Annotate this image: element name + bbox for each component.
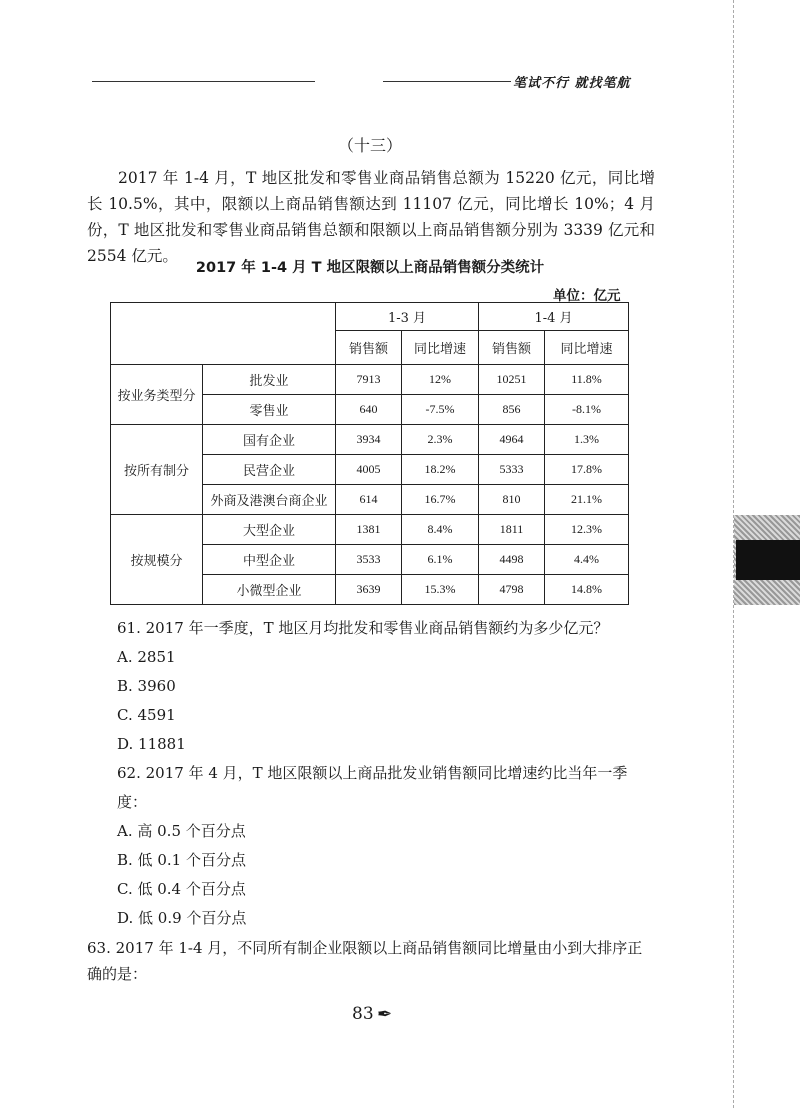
table-row (111, 515, 629, 545)
section-title: （十三） (337, 136, 402, 155)
cell-value: 4798 (479, 575, 545, 605)
cell-value: 1381 (336, 515, 402, 545)
cell-value: 4498 (479, 545, 545, 575)
cell-value: 18.2% (402, 455, 479, 485)
intro-text: 2017 年 1-4 月，T 地区批发和零售业商品销售总额为 15220 亿元，同比增长 10.5%，其中，限额以上商品销售额达到 11107 亿元，同比增长 10%；4 月份，T 地区批发和零售业商品销售总额和限额以上商品销售额分别为 3339 亿元和 2554 亿元。 (87, 169, 655, 265)
col-header: 同比增速 (545, 331, 629, 365)
cell-value: 4964 (479, 425, 545, 455)
question-option: B. 低 0.1 个百分点 (117, 851, 246, 869)
question-option: D. 11881 (117, 735, 186, 753)
table-row (111, 365, 629, 395)
row-item: 民营企业 (203, 455, 336, 485)
cell-value: -8.1% (545, 395, 629, 425)
cell-value: 15.3% (402, 575, 479, 605)
questions-section (87, 614, 655, 987)
cell-value: 8.4% (402, 515, 479, 545)
row-item: 大型企业 (203, 515, 336, 545)
group-label: 按所有制分 (111, 425, 203, 515)
cell-value: 1811 (479, 515, 545, 545)
cell-value: 17.8% (545, 455, 629, 485)
cell-value: 12% (402, 365, 479, 395)
table-corner-cell (111, 303, 336, 365)
question-option: C. 低 0.4 个百分点 (117, 880, 246, 898)
col-header: 同比增速 (402, 331, 479, 365)
header-rule-left (92, 81, 315, 82)
cell-value: 4.4% (545, 545, 629, 575)
cell-value: 21.1% (545, 485, 629, 515)
cell-value: 856 (479, 395, 545, 425)
question-stem: 62. 2017 年 4 月，T 地区限额以上商品批发业销售额同比增速约比当年一季度： (117, 764, 628, 811)
cell-value: 3934 (336, 425, 402, 455)
table-row (111, 425, 629, 455)
cell-value: 3639 (336, 575, 402, 605)
question-stem: 63. 2017 年 1-4 月，不同所有制企业限额以上商品销售额同比增量由小到大排序正确的是： (87, 939, 643, 983)
row-item: 小微型企业 (203, 575, 336, 605)
header-slogan: 笔试不行 就找笔航 (513, 76, 631, 91)
question-option: A. 高 0.5 个百分点 (117, 822, 246, 840)
row-item: 批发业 (203, 365, 336, 395)
period-header-m4: 1-4 月 (479, 303, 629, 331)
cell-value: 5333 (479, 455, 545, 485)
group-label: 按规模分 (111, 515, 203, 605)
scan-blot-dark (736, 540, 800, 580)
cell-value: 1.3% (545, 425, 629, 455)
group-label: 按业务类型分 (111, 365, 203, 425)
cell-value: 6.1% (402, 545, 479, 575)
question-stem: 61. 2017 年一季度，T 地区月均批发和零售业商品销售额约为多少亿元？ (117, 619, 609, 637)
row-item: 中型企业 (203, 545, 336, 575)
cell-value: 810 (479, 485, 545, 515)
cell-value: 14.8% (545, 575, 629, 605)
question-option: B. 3960 (117, 677, 176, 695)
row-item: 国有企业 (203, 425, 336, 455)
sales-stats-table (110, 302, 629, 605)
cell-value: 2.3% (402, 425, 479, 455)
cell-value: 12.3% (545, 515, 629, 545)
table-unit: 单位：亿元 (553, 288, 621, 304)
cell-value: -7.5% (402, 395, 479, 425)
cell-value: 4005 (336, 455, 402, 485)
page-number: 83 (352, 1004, 374, 1024)
cell-value: 3533 (336, 545, 402, 575)
question-option: C. 4591 (117, 706, 176, 724)
period-header-q1: 1-3 月 (336, 303, 479, 331)
header-rule-right (383, 81, 511, 82)
question-option: A. 2851 (117, 648, 176, 666)
question-option: D. 低 0.9 个百分点 (117, 909, 247, 927)
row-item: 外商及港澳台商企业 (203, 485, 336, 515)
col-header: 销售额 (336, 331, 402, 365)
col-header: 销售额 (479, 331, 545, 365)
cell-value: 10251 (479, 365, 545, 395)
cell-value: 640 (336, 395, 402, 425)
cell-value: 16.7% (402, 485, 479, 515)
cell-value: 7913 (336, 365, 402, 395)
table-title: 2017 年 1-4 月 T 地区限额以上商品销售额分类统计 (195, 260, 545, 276)
row-item: 零售业 (203, 395, 336, 425)
quill-pen-icon: ✒ (377, 1004, 393, 1025)
cell-value: 614 (336, 485, 402, 515)
intro-paragraph (87, 165, 655, 269)
cell-value: 11.8% (545, 365, 629, 395)
